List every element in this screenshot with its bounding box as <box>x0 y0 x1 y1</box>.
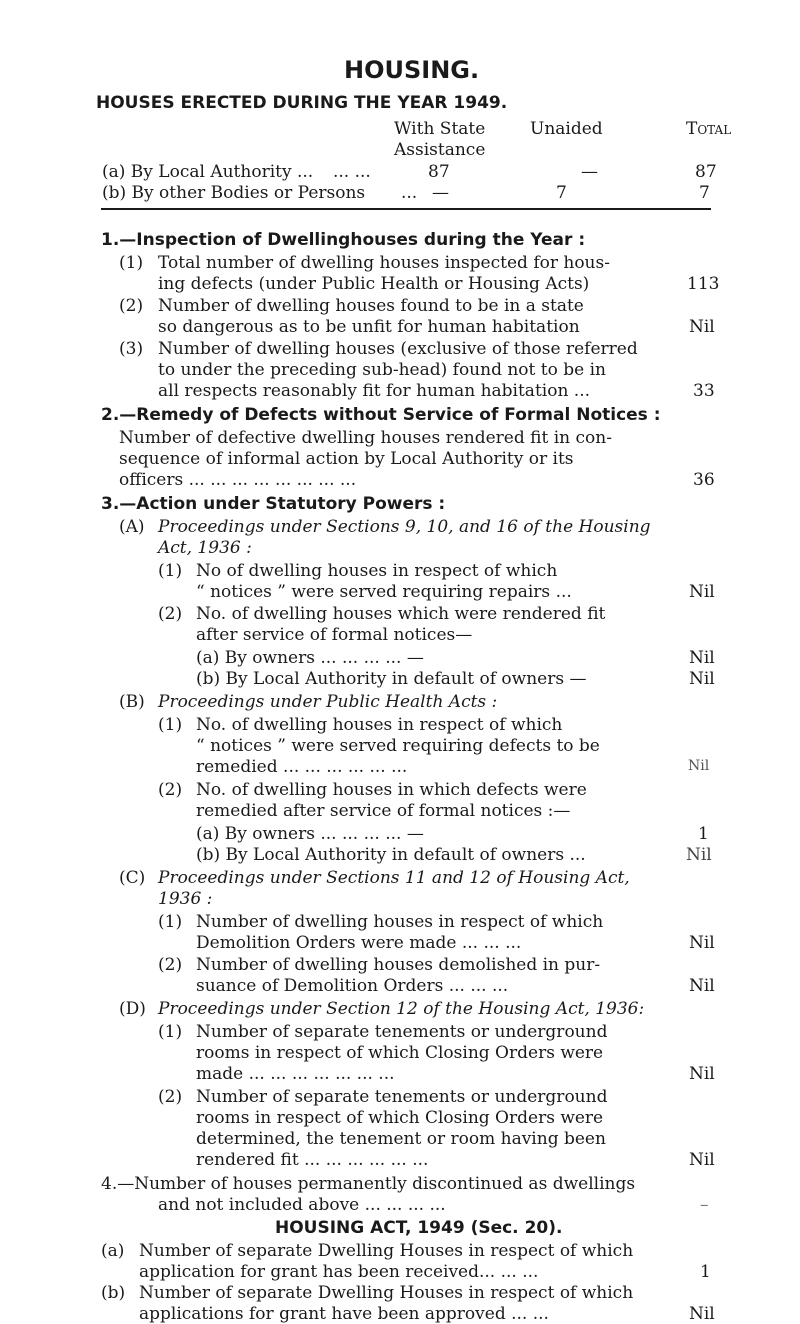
item-text: rooms in respect of which Closing Orders were <box>196 1043 604 1063</box>
act-heading: HOUSING ACT, 1949 (Sec. 20). <box>275 1218 563 1238</box>
erected-row-total: 7 <box>699 183 710 203</box>
item-number: (2) <box>158 604 183 624</box>
col-header-state-2: Assistance <box>394 140 486 160</box>
subsection-label: (A) <box>119 517 145 537</box>
section-2-heading: 2.—Remedy of Defects without Service of Formal Notices : <box>101 405 661 425</box>
item-value: Nil <box>689 582 715 602</box>
item-value: Nil <box>689 669 715 689</box>
col-header-unaided: Unaided <box>530 119 603 139</box>
item-value: 1 <box>698 824 709 844</box>
item-number: (2) <box>158 780 183 800</box>
item-text: (b) By Local Authority in default of owners ... <box>196 845 586 865</box>
erected-row-dots: ... <box>401 183 418 203</box>
item-text: Total number of dwelling houses inspected for hous- <box>158 253 610 273</box>
item-value: Nil <box>686 845 712 865</box>
item-value: Nil <box>689 1150 715 1170</box>
subsection-heading: Proceedings under Sections 9, 10, and 16 of the Housing <box>158 517 651 537</box>
item-number: (2) <box>158 955 183 975</box>
erected-row-dots: ... ... <box>333 162 371 182</box>
item-text: remedied after service of formal notices :— <box>196 801 571 821</box>
subsection-heading: Proceedings under Sections 11 and 12 of Housing Act, <box>158 868 630 888</box>
item-value: 33 <box>693 381 715 401</box>
item-text: No of dwelling houses in respect of which <box>196 561 558 581</box>
erected-row-unaided: — <box>581 162 598 182</box>
divider-rule <box>101 208 711 210</box>
item-text: Number of dwelling houses in respect of which <box>196 912 604 932</box>
item-text: ing defects (under Public Health or Housing Acts) <box>158 274 590 294</box>
erected-row-state: 87 <box>428 162 450 182</box>
item-number: (2) <box>158 1087 183 1107</box>
item-text: and not included above ... ... ... ... <box>158 1195 446 1215</box>
item-value: Nil <box>689 1304 715 1324</box>
item-value: Nil <box>689 976 715 996</box>
item-text: Demolition Orders were made ... ... ... <box>196 933 522 953</box>
item-text: No. of dwelling houses which were rendered fit <box>196 604 606 624</box>
item-number: (1) <box>158 715 183 735</box>
col-header-total: Total <box>686 119 732 139</box>
subsection-heading: Proceedings under Section 12 of the Housing Act, 1936: <box>158 999 645 1019</box>
page-title: HOUSING. <box>344 56 480 84</box>
item-text: (a) By owners ... ... ... ... — <box>196 824 424 844</box>
item-value: Nil <box>689 1064 715 1084</box>
item-number: (a) <box>101 1241 125 1261</box>
item-text: “ notices ” were served requiring repairs ... <box>196 582 572 602</box>
item-number: (1) <box>158 561 183 581</box>
erected-row-state: — <box>432 183 449 203</box>
item-text: 4.—Number of houses permanently discontinued as dwellings <box>101 1174 636 1194</box>
item-value: 36 <box>693 470 715 490</box>
item-number: (1) <box>158 1022 183 1042</box>
item-text: “ notices ” were served requiring defects to be <box>196 736 600 756</box>
item-text: officers ... ... ... ... ... ... ... ... <box>119 470 357 490</box>
item-text: Number of separate Dwelling Houses in respect of which <box>139 1241 634 1261</box>
item-text: Number of separate tenements or underground <box>196 1022 608 1042</box>
item-number: (b) <box>101 1283 126 1303</box>
item-value: – <box>700 1195 709 1215</box>
item-text: suance of Demolition Orders ... ... ... <box>196 976 509 996</box>
item-text: rendered fit ... ... ... ... ... ... <box>196 1150 429 1170</box>
subsection-heading: Act, 1936 : <box>158 538 252 558</box>
section-3-heading: 3.—Action under Statutory Powers : <box>101 494 446 514</box>
item-text: made ... ... ... ... ... ... ... <box>196 1064 395 1084</box>
subsection-label: (D) <box>119 999 146 1019</box>
erected-heading: HOUSES ERECTED DURING THE YEAR 1949. <box>96 93 508 113</box>
erected-row-total: 87 <box>695 162 717 182</box>
item-text: remedied ... ... ... ... ... ... <box>196 757 408 777</box>
item-text: to under the preceding sub-head) found not to be in <box>158 360 606 380</box>
item-number: (2) <box>119 296 144 316</box>
subsection-heading: 1936 : <box>158 889 213 909</box>
col-header-state-1: With State <box>394 119 486 139</box>
item-text: (b) By Local Authority in default of owners — <box>196 669 587 689</box>
item-value: 113 <box>687 274 720 294</box>
item-value: Nil <box>689 933 715 953</box>
item-text: sequence of informal action by Local Authority or its <box>119 449 574 469</box>
subsection-label: (C) <box>119 868 146 888</box>
item-text: (a) By owners ... ... ... ... — <box>196 648 424 668</box>
item-number: (3) <box>119 339 144 359</box>
item-text: Number of dwelling houses (exclusive of those referred <box>158 339 638 359</box>
item-text: rooms in respect of which Closing Orders were <box>196 1108 604 1128</box>
item-number: (1) <box>119 253 144 273</box>
item-text: all respects reasonably fit for human habitation ... <box>158 381 591 401</box>
item-text: No. of dwelling houses in which defects were <box>196 780 587 800</box>
item-text: Number of defective dwelling houses rendered fit in con- <box>119 428 612 448</box>
item-text: Number of separate Dwelling Houses in respect of which <box>139 1283 634 1303</box>
item-text: Number of dwelling houses demolished in pur- <box>196 955 601 975</box>
erected-row-unaided: 7 <box>556 183 567 203</box>
item-text: after service of formal notices— <box>196 625 473 645</box>
section-1-heading: 1.—Inspection of Dwellinghouses during the Year : <box>101 230 586 250</box>
item-text: determined, the tenement or room having been <box>196 1129 606 1149</box>
item-text: No. of dwelling houses in respect of which <box>196 715 563 735</box>
item-text: Number of dwelling houses found to be in a state <box>158 296 584 316</box>
item-text: applications for grant have been approved ... ... <box>139 1304 549 1324</box>
item-number: (1) <box>158 912 183 932</box>
item-value: Nil <box>688 758 710 774</box>
item-text: so dangerous as to be unfit for human habitation <box>158 317 580 337</box>
item-value: Nil <box>689 648 715 668</box>
item-value: 1 <box>700 1262 711 1282</box>
subsection-label: (B) <box>119 692 145 712</box>
subsection-heading: Proceedings under Public Health Acts : <box>158 692 498 712</box>
erected-row-label: (a) By Local Authority ... <box>102 162 314 182</box>
erected-row-label: (b) By other Bodies or Persons <box>102 183 366 203</box>
item-value: Nil <box>689 317 715 337</box>
item-text: application for grant has been received... ... ... <box>139 1262 539 1282</box>
item-text: Number of separate tenements or underground <box>196 1087 608 1107</box>
